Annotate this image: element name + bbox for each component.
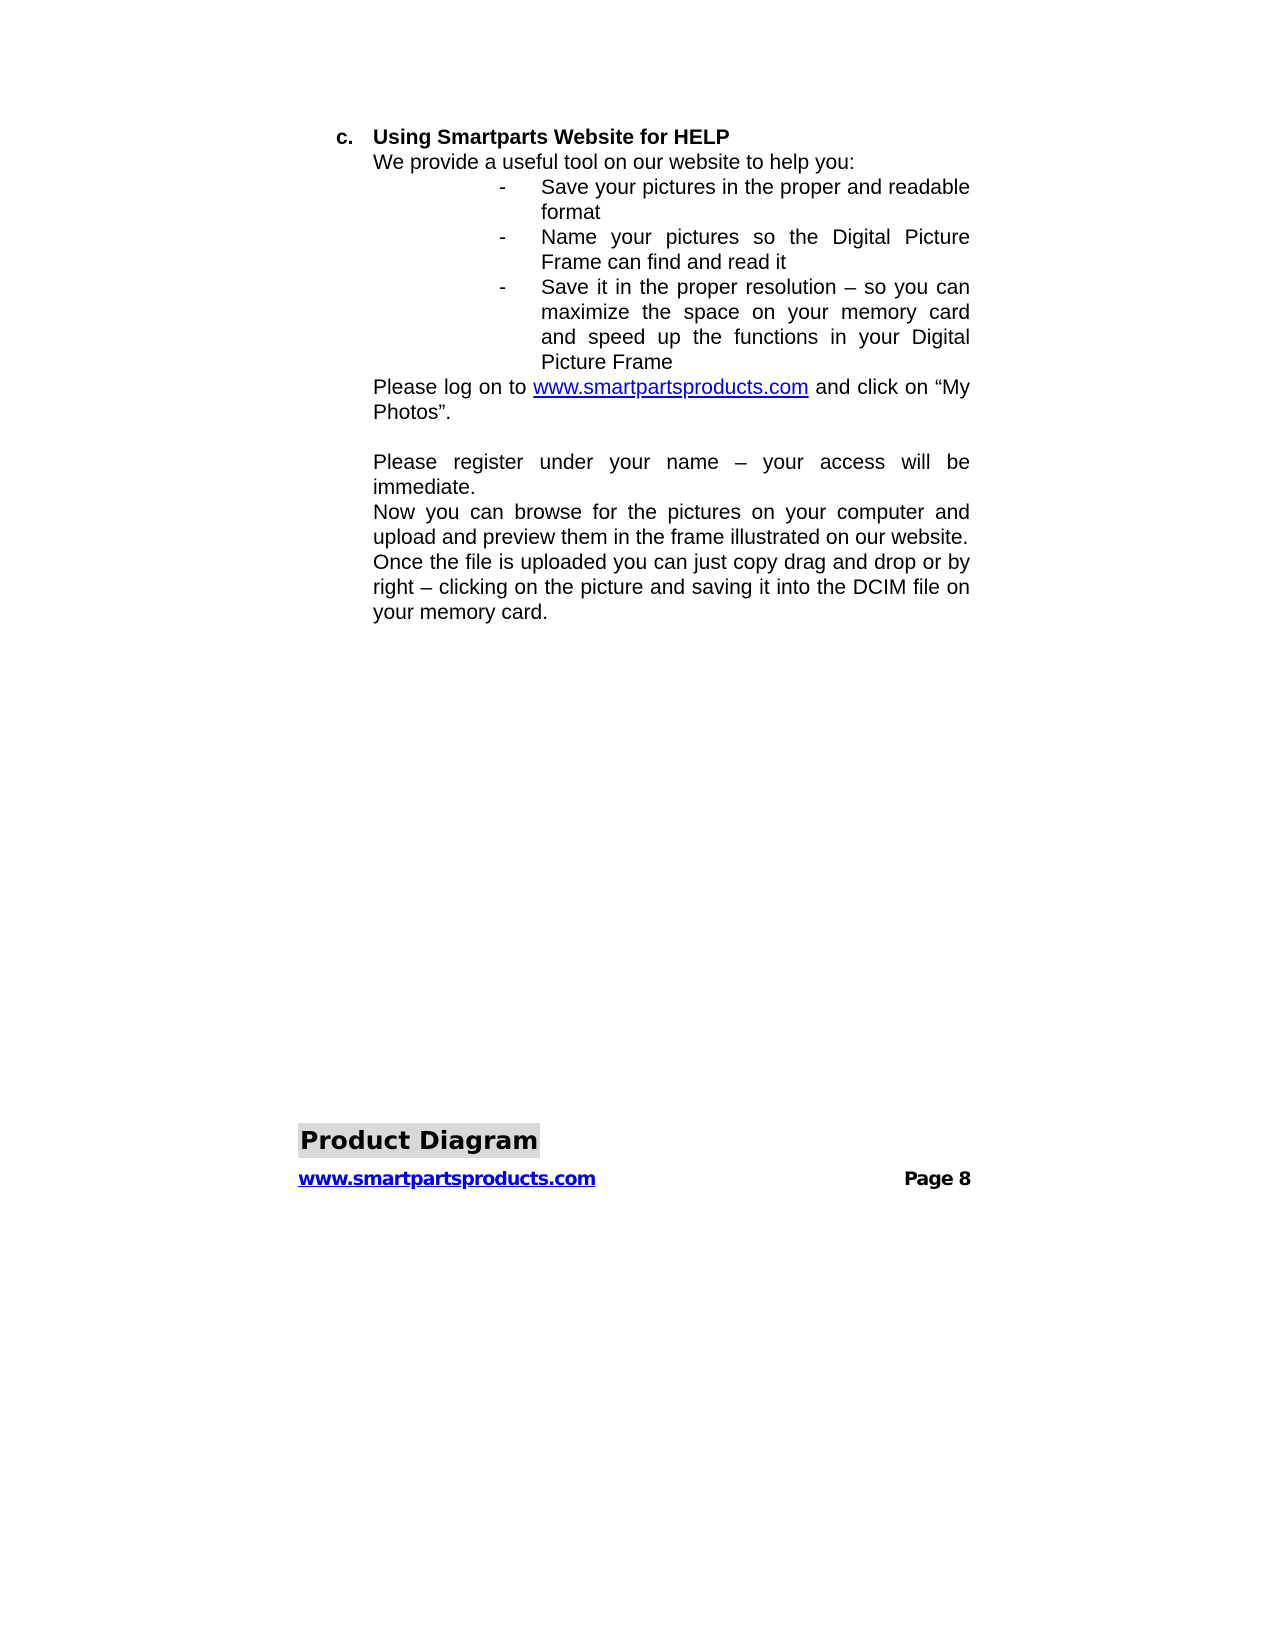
footer-website-link[interactable]: www.smartpartsproducts.com bbox=[298, 1168, 596, 1190]
section-heading: Using Smartparts Website for HELP bbox=[373, 126, 730, 149]
list-item bbox=[499, 225, 970, 275]
intro-text: We provide a useful tool on our website to help you: bbox=[373, 151, 855, 174]
page-number: Page 8 bbox=[904, 1168, 971, 1190]
list-item-text: Name your pictures so the Digital Picture Frame can find and read it bbox=[541, 226, 970, 274]
list-item bbox=[499, 175, 970, 225]
section-letter: c. bbox=[336, 126, 354, 149]
browse-paragraph: Now you can browse for the pictures on your computer and upload and preview them in the frame illustrated on our website. bbox=[373, 501, 970, 549]
login-prefix: Please log on to bbox=[373, 376, 534, 399]
bullet-dash: - bbox=[499, 226, 506, 249]
login-suffix: and click on “My Photos”. bbox=[373, 376, 970, 424]
login-paragraph bbox=[373, 375, 970, 425]
product-diagram-heading: Product Diagram bbox=[298, 1123, 540, 1158]
upload-paragraph: Once the file is uploaded you can just copy drag and drop or by right – clicking on the picture and saving it into the DCIM file on your memory card. bbox=[373, 551, 970, 624]
bullet-dash: - bbox=[499, 176, 506, 199]
website-link[interactable]: www.smartpartsproducts.com bbox=[533, 376, 809, 399]
register-paragraph: Please register under your name – your access will be immediate. bbox=[373, 451, 970, 499]
list-item bbox=[499, 275, 970, 375]
list-item-text: Save your pictures in the proper and readable format bbox=[541, 176, 970, 224]
feature-list bbox=[373, 175, 970, 375]
section-body bbox=[373, 125, 970, 625]
list-item-text: Save it in the proper resolution – so you can maximize the space on your memory card and speed up the functions in your Digital Picture Frame bbox=[541, 276, 970, 374]
bullet-dash: - bbox=[499, 276, 506, 299]
